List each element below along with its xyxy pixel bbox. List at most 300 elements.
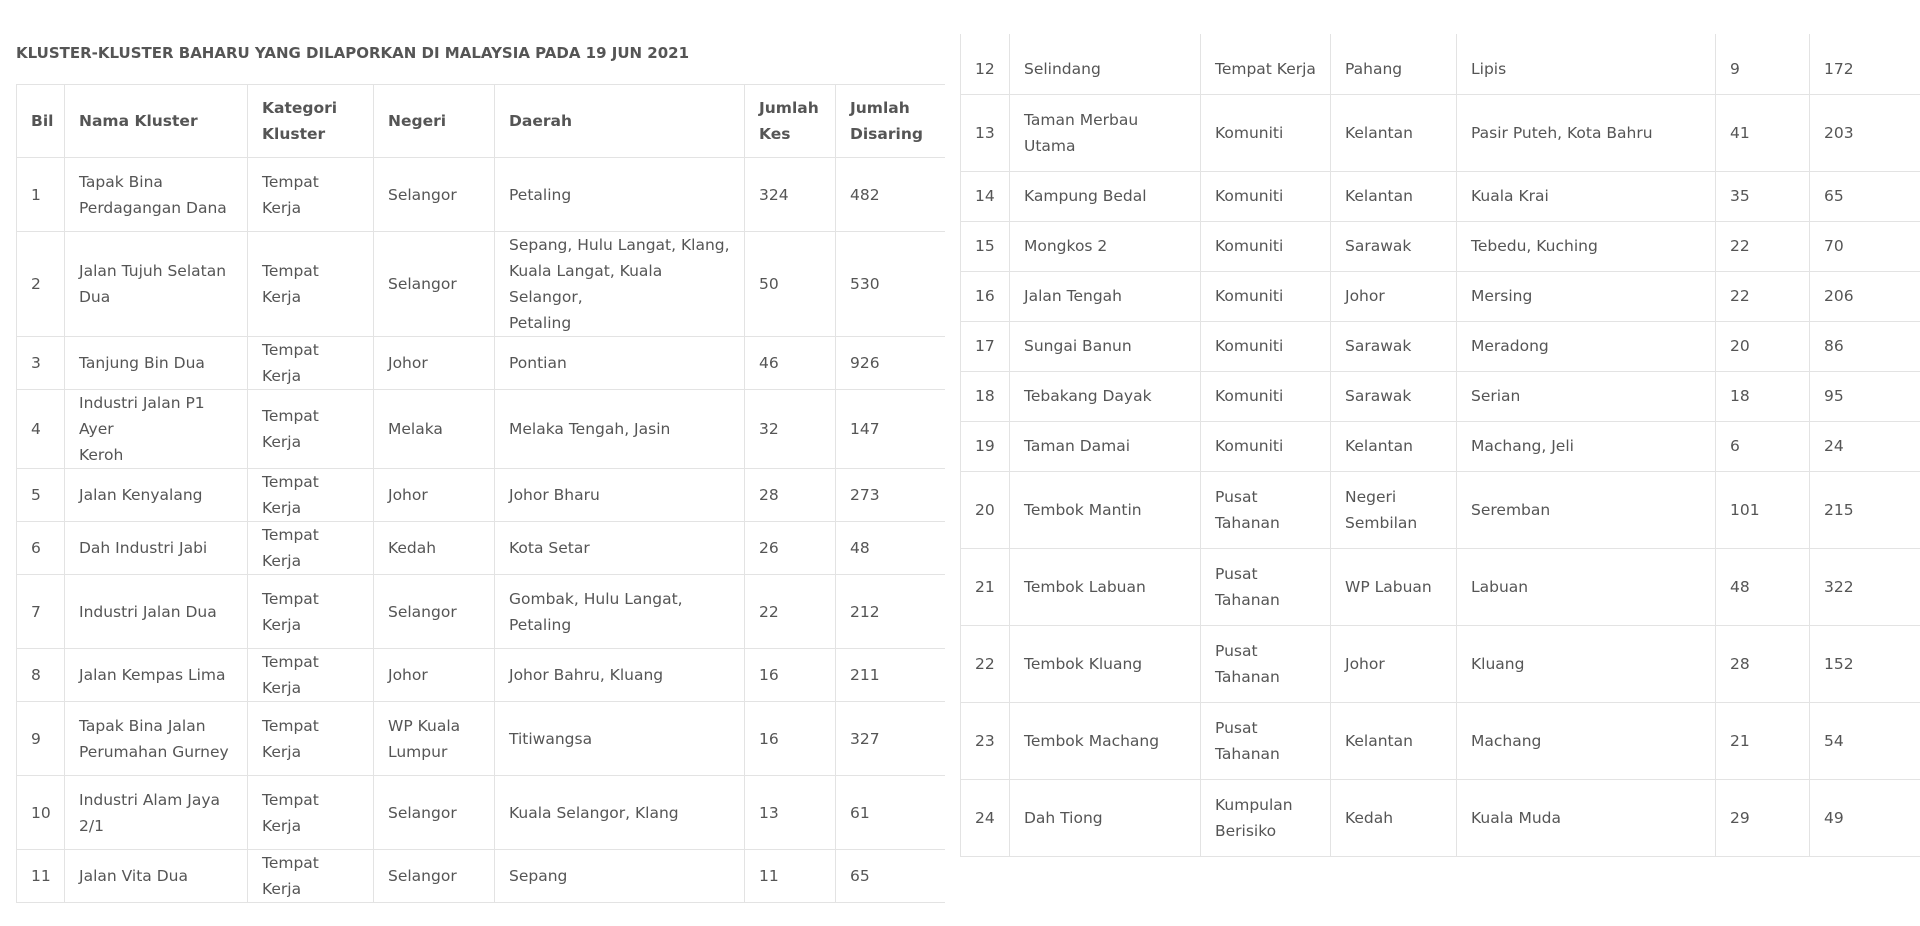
cell-disaring: 65 (1810, 171, 1920, 221)
table-row (17, 337, 945, 390)
cell-nama (1010, 702, 1201, 779)
cell-kategori-line: Tempat Kerja (262, 854, 319, 898)
cell-disaring: 86 (1810, 321, 1920, 371)
cell-bil: 12 (961, 44, 1010, 94)
cell-bil: 2 (17, 232, 65, 337)
cell-nama-line: Jalan Kempas Lima (79, 666, 226, 684)
cell-kategori (248, 522, 374, 575)
cell-nama-line: Keroh (79, 446, 124, 464)
cell-daerah (495, 850, 745, 903)
cell-negeri-line: WP Labuan (1345, 577, 1432, 596)
cell-daerah-line: Tebedu, Kuching (1471, 237, 1598, 255)
cell-daerah-line: Petaling (509, 615, 572, 634)
cell-bil: 7 (17, 575, 65, 649)
cell-negeri (1331, 171, 1457, 221)
cell-kes: 29 (1716, 779, 1810, 856)
cell-kategori-line: Komuniti (1215, 437, 1284, 455)
cell-negeri-line: Kelantan (1345, 123, 1413, 142)
cell-nama-line: Jalan Vita Dua (79, 867, 188, 885)
cell-negeri-line: Sarawak (1345, 337, 1412, 355)
cell-kategori (1201, 471, 1331, 548)
cell-kategori (1201, 625, 1331, 702)
cell-kategori-line: Tempat Kerja (262, 526, 319, 570)
table-row (17, 649, 945, 702)
cell-kes: 22 (1716, 271, 1810, 321)
cell-nama-line: Tebakang Dayak (1024, 387, 1152, 405)
cell-bil: 5 (17, 469, 65, 522)
cell-kes: 41 (1716, 94, 1810, 171)
header-kategori-line1: Kategori (262, 99, 338, 117)
cell-nama (1010, 321, 1201, 371)
cell-daerah-line: Machang, Jeli (1471, 437, 1574, 455)
cell-nama-line: Dah Tiong (1024, 808, 1103, 827)
cell-nama (65, 232, 248, 337)
cell-negeri-line: Selangor (388, 867, 457, 885)
cell-kategori (1201, 171, 1331, 221)
cell-negeri-line: Kelantan (1345, 187, 1413, 205)
cell-bil: 6 (17, 522, 65, 575)
cell-daerah (1457, 548, 1716, 625)
cell-kes: 22 (745, 575, 836, 649)
cell-nama (1010, 271, 1201, 321)
cell-daerah (1457, 371, 1716, 421)
cell-daerah (1457, 94, 1716, 171)
cell-daerah-line: Melaka Tengah, Jasin (509, 420, 671, 438)
cell-daerah (1457, 171, 1716, 221)
cell-kes: 21 (1716, 702, 1810, 779)
cell-negeri (1331, 44, 1457, 94)
cell-disaring: 65 (836, 850, 945, 903)
cell-kes: 13 (745, 776, 836, 850)
cell-negeri (1331, 471, 1457, 548)
cell-nama-line: Tapak Bina (79, 172, 163, 191)
cell-negeri (1331, 271, 1457, 321)
table-row (961, 94, 1920, 171)
cell-kategori-line: Komuniti (1215, 187, 1284, 205)
cell-kes: 32 (745, 390, 836, 469)
table-row (961, 421, 1920, 471)
cell-disaring: 327 (836, 702, 945, 776)
cell-kategori-line: Tahanan (1215, 590, 1280, 609)
cell-daerah (1457, 779, 1716, 856)
cell-kategori-line: Pusat (1215, 487, 1258, 506)
cell-daerah-line: Kota Setar (509, 539, 590, 557)
cell-kes: 11 (745, 850, 836, 903)
cell-bil: 13 (961, 94, 1010, 171)
table-row (961, 221, 1920, 271)
cell-kes: 9 (1716, 44, 1810, 94)
cell-daerah-line: Gombak, Hulu Langat, (509, 589, 683, 608)
cell-negeri-line: Johor (1345, 287, 1385, 305)
cell-daerah-line: Johor Bharu (509, 486, 600, 504)
table-row (17, 390, 945, 469)
cell-negeri-line: Sarawak (1345, 387, 1412, 405)
header-nama-kluster: Nama Kluster (65, 85, 248, 158)
cell-negeri-line: Johor (1345, 654, 1385, 673)
cell-daerah-line: Meradong (1471, 337, 1549, 355)
cell-disaring: 530 (836, 232, 945, 337)
cell-kategori (248, 158, 374, 232)
cell-nama-line: Dah Industri Jabi (79, 539, 208, 557)
cell-nama-line: Taman Merbau (1024, 110, 1139, 129)
cell-nama (1010, 221, 1201, 271)
cell-disaring: 203 (1810, 94, 1920, 171)
cell-daerah-line: Kuala Selangor, Klang (509, 803, 679, 822)
header-kes-line1: Jumlah (759, 99, 819, 117)
cell-negeri (1331, 421, 1457, 471)
cell-kategori (1201, 779, 1331, 856)
cell-daerah (495, 575, 745, 649)
cell-bil: 4 (17, 390, 65, 469)
cell-kes: 101 (1716, 471, 1810, 548)
cell-daerah-line: Pasir Puteh, Kota Bahru (1471, 123, 1653, 142)
cell-negeri (1331, 221, 1457, 271)
header-kes-line2: Kes (759, 125, 791, 143)
cell-kategori-line: Tempat Kerja (262, 172, 319, 217)
cell-daerah (1457, 271, 1716, 321)
cell-bil: 8 (17, 649, 65, 702)
cell-negeri (374, 337, 495, 390)
cell-kategori (248, 232, 374, 337)
cell-daerah-line: Johor Bahru, Kluang (509, 666, 664, 684)
cell-daerah-line: Lipis (1471, 59, 1507, 78)
cell-disaring: 147 (836, 390, 945, 469)
cell-disaring: 95 (1810, 371, 1920, 421)
cell-negeri-line: Selangor (388, 275, 457, 293)
cell-disaring: 152 (1810, 625, 1920, 702)
cell-bil: 10 (17, 776, 65, 850)
cell-nama-line: Tembok Machang (1024, 731, 1160, 750)
cell-bil: 15 (961, 221, 1010, 271)
cell-negeri-line: Kedah (1345, 808, 1394, 827)
cell-kategori (1201, 94, 1331, 171)
cell-nama (1010, 371, 1201, 421)
cell-negeri (1331, 94, 1457, 171)
cell-kes: 35 (1716, 171, 1810, 221)
table-header-row (17, 85, 945, 158)
cell-bil: 23 (961, 702, 1010, 779)
cell-nama-line: Tembok Kluang (1024, 654, 1143, 673)
cell-nama-line: Mongkos 2 (1024, 237, 1108, 255)
cell-kategori-line: Tempat Kerja (262, 653, 319, 697)
cell-disaring: 926 (836, 337, 945, 390)
cell-disaring: 172 (1810, 44, 1920, 94)
cell-kes: 20 (1716, 321, 1810, 371)
cell-kes: 46 (745, 337, 836, 390)
table-row (961, 548, 1920, 625)
cell-kes: 28 (1716, 625, 1810, 702)
cell-kategori-line: Tempat Kerja (262, 790, 319, 835)
cell-kategori (248, 850, 374, 903)
cell-negeri-line: Negeri (1345, 487, 1397, 506)
cell-kes: 22 (1716, 221, 1810, 271)
cell-negeri (1331, 779, 1457, 856)
cell-kategori-line: Tempat Kerja (262, 589, 319, 634)
cell-bil: 11 (17, 850, 65, 903)
cell-nama (1010, 625, 1201, 702)
table-body-right (961, 44, 1920, 856)
cell-kategori-line: Tempat Kerja (1215, 59, 1316, 78)
cell-negeri (1331, 548, 1457, 625)
table-row (17, 702, 945, 776)
cell-bil: 14 (961, 171, 1010, 221)
cell-negeri-line: Selangor (388, 185, 457, 204)
header-kategori-kluster (248, 85, 374, 158)
cell-daerah-line: Kuala Muda (1471, 808, 1561, 827)
cell-kategori (1201, 371, 1331, 421)
cell-negeri-line: Selangor (388, 803, 457, 822)
cell-kategori (248, 575, 374, 649)
cell-bil: 16 (961, 271, 1010, 321)
table-divider (1809, 34, 1810, 44)
cell-kategori-line: Tahanan (1215, 744, 1280, 763)
cell-bil: 18 (961, 371, 1010, 421)
cell-disaring: 206 (1810, 271, 1920, 321)
cell-daerah-line: Seremban (1471, 500, 1551, 519)
cell-nama (65, 158, 248, 232)
cell-daerah (495, 390, 745, 469)
cell-kategori-line: Komuniti (1215, 337, 1284, 355)
cell-daerah (495, 776, 745, 850)
table-row (17, 232, 945, 337)
cell-kategori (1201, 702, 1331, 779)
cell-negeri (374, 850, 495, 903)
cell-daerah-line: Kluang (1471, 654, 1525, 673)
cell-bil: 20 (961, 471, 1010, 548)
cell-kategori-line: Komuniti (1215, 287, 1284, 305)
cell-nama (65, 469, 248, 522)
cell-negeri-line: Kelantan (1345, 731, 1413, 750)
cell-negeri-line: WP Kuala (388, 716, 461, 735)
cell-daerah-line: Kuala Langat, Kuala Selangor, (509, 262, 663, 306)
cell-nama (1010, 779, 1201, 856)
cell-nama-line: Perdagangan Dana (79, 198, 227, 217)
cell-negeri-line: Johor (388, 666, 428, 684)
cell-kes: 6 (1716, 421, 1810, 471)
cell-kategori-line: Tempat Kerja (262, 341, 319, 385)
cell-disaring: 212 (836, 575, 945, 649)
cell-kategori-line: Pusat (1215, 564, 1258, 583)
cell-negeri (374, 158, 495, 232)
cell-nama (65, 850, 248, 903)
cell-nama (1010, 471, 1201, 548)
cell-nama (65, 702, 248, 776)
cell-daerah (495, 158, 745, 232)
cell-nama (65, 390, 248, 469)
cell-kategori (248, 469, 374, 522)
table-row (961, 44, 1920, 94)
table-row (17, 522, 945, 575)
cell-negeri (374, 469, 495, 522)
cell-negeri (1331, 371, 1457, 421)
cell-nama (65, 776, 248, 850)
cell-negeri-line: Melaka (388, 420, 443, 438)
cell-daerah-line: Sepang (509, 867, 568, 885)
cell-kes: 18 (1716, 371, 1810, 421)
cell-kategori-line: Komuniti (1215, 237, 1284, 255)
cell-nama-line: Perumahan Gurney (79, 742, 229, 761)
cell-negeri (374, 702, 495, 776)
cell-daerah (1457, 471, 1716, 548)
cell-nama-line: Tapak Bina Jalan (79, 716, 206, 735)
header-disaring-line1: Jumlah (850, 99, 910, 117)
cell-bil: 21 (961, 548, 1010, 625)
cell-kategori-line: Pusat (1215, 641, 1258, 660)
cell-nama (1010, 94, 1201, 171)
table-divider (1200, 34, 1201, 44)
cell-kes: 50 (745, 232, 836, 337)
cell-kes: 48 (1716, 548, 1810, 625)
cell-negeri-line: Johor (388, 486, 428, 504)
table-row (17, 776, 945, 850)
cell-nama (1010, 44, 1201, 94)
cell-daerah (495, 649, 745, 702)
cell-bil: 19 (961, 421, 1010, 471)
cell-nama (65, 522, 248, 575)
cell-daerah (1457, 44, 1716, 94)
cell-negeri (374, 776, 495, 850)
cell-disaring: 54 (1810, 702, 1920, 779)
cell-nama (1010, 548, 1201, 625)
cell-kategori-line: Komuniti (1215, 123, 1284, 142)
cell-nama (1010, 421, 1201, 471)
cell-kategori (248, 702, 374, 776)
table-row (961, 471, 1920, 548)
cell-kategori-line: Kumpulan (1215, 795, 1293, 814)
cell-kategori-line: Tahanan (1215, 667, 1280, 686)
cell-nama-line: Dua (79, 288, 111, 306)
cell-bil: 17 (961, 321, 1010, 371)
cell-nama (1010, 171, 1201, 221)
table-row (17, 850, 945, 903)
cell-negeri-line: Lumpur (388, 742, 448, 761)
header-disaring-line2: Disaring (850, 125, 923, 143)
cell-daerah-line: Sepang, Hulu Langat, Klang, (509, 236, 730, 254)
header-kategori-line2: Kluster (262, 125, 326, 143)
cell-kategori (1201, 548, 1331, 625)
cell-daerah (1457, 321, 1716, 371)
cell-nama-line: Selindang (1024, 59, 1101, 78)
cell-kategori-line: Tempat Kerja (262, 262, 319, 306)
cell-daerah (495, 232, 745, 337)
cell-nama-line: Sungai Banun (1024, 337, 1132, 355)
table-row (961, 171, 1920, 221)
cell-nama-line: Industri Jalan Dua (79, 602, 217, 621)
cell-nama-line: Tembok Labuan (1024, 577, 1146, 596)
cell-kategori (248, 337, 374, 390)
cell-kategori (1201, 44, 1331, 94)
table-row (17, 469, 945, 522)
cell-negeri-line: Selangor (388, 602, 457, 621)
cell-kategori-line: Pusat (1215, 718, 1258, 737)
cell-disaring: 211 (836, 649, 945, 702)
cell-daerah-line: Mersing (1471, 287, 1533, 305)
cell-nama-line: Jalan Tujuh Selatan (79, 262, 227, 280)
cell-nama-line: Tembok Mantin (1024, 500, 1142, 519)
cell-nama-line: Kampung Bedal (1024, 187, 1147, 205)
cell-kategori-line: Tahanan (1215, 513, 1280, 532)
cell-kategori-line: Komuniti (1215, 387, 1284, 405)
cell-bil: 3 (17, 337, 65, 390)
cell-negeri-line: Sarawak (1345, 237, 1412, 255)
cell-nama (65, 337, 248, 390)
cell-nama-line: Industri Jalan P1 Ayer (79, 394, 205, 438)
cell-bil: 1 (17, 158, 65, 232)
cell-nama (65, 575, 248, 649)
cell-negeri (374, 575, 495, 649)
table-row (961, 321, 1920, 371)
cell-kes: 16 (745, 649, 836, 702)
cell-disaring: 482 (836, 158, 945, 232)
cell-daerah-line: Petaling (509, 185, 572, 204)
table-divider (1456, 34, 1457, 44)
table-row (961, 625, 1920, 702)
cell-daerah (495, 337, 745, 390)
cell-negeri (374, 232, 495, 337)
cell-disaring: 24 (1810, 421, 1920, 471)
header-negeri: Negeri (374, 85, 495, 158)
cell-kategori (248, 390, 374, 469)
cluster-table-left (16, 84, 945, 903)
cell-daerah-line: Kuala Krai (1471, 187, 1549, 205)
cell-daerah (1457, 221, 1716, 271)
cell-daerah (1457, 625, 1716, 702)
cell-kes: 324 (745, 158, 836, 232)
cell-nama-line: Taman Damai (1024, 437, 1131, 455)
cell-disaring: 322 (1810, 548, 1920, 625)
cell-daerah (495, 522, 745, 575)
cell-daerah (1457, 421, 1716, 471)
cell-negeri (1331, 625, 1457, 702)
table-body-left (17, 158, 945, 903)
cell-bil: 9 (17, 702, 65, 776)
cell-negeri-line: Pahang (1345, 59, 1403, 78)
cell-daerah-line: Machang (1471, 731, 1542, 750)
cell-kategori (1201, 421, 1331, 471)
cell-nama (65, 649, 248, 702)
cell-daerah-line: Labuan (1471, 577, 1529, 596)
cell-negeri-line: Johor (388, 354, 428, 372)
cell-disaring: 61 (836, 776, 945, 850)
cell-disaring: 48 (836, 522, 945, 575)
cell-negeri (374, 390, 495, 469)
cell-nama-line: Jalan Kenyalang (79, 486, 203, 504)
cell-disaring: 49 (1810, 779, 1920, 856)
table-row (961, 702, 1920, 779)
cluster-table-right (960, 44, 1920, 857)
cell-bil: 22 (961, 625, 1010, 702)
cell-negeri-line: Kedah (388, 539, 437, 557)
cell-nama-line: Industri Alam Jaya (79, 790, 220, 809)
cell-daerah (495, 469, 745, 522)
cell-daerah-line: Petaling (509, 314, 572, 332)
cell-nama-line: Utama (1024, 136, 1076, 155)
cell-negeri (1331, 702, 1457, 779)
table-divider (1009, 34, 1010, 44)
cell-daerah-line: Serian (1471, 387, 1521, 405)
cell-kategori (248, 776, 374, 850)
cell-daerah (495, 702, 745, 776)
cell-kategori (1201, 271, 1331, 321)
cell-disaring: 273 (836, 469, 945, 522)
cell-kes: 16 (745, 702, 836, 776)
header-daerah: Daerah (495, 85, 745, 158)
table-divider (1330, 34, 1331, 44)
cell-kes: 26 (745, 522, 836, 575)
cell-kes: 28 (745, 469, 836, 522)
cell-negeri (374, 649, 495, 702)
table-row (961, 271, 1920, 321)
